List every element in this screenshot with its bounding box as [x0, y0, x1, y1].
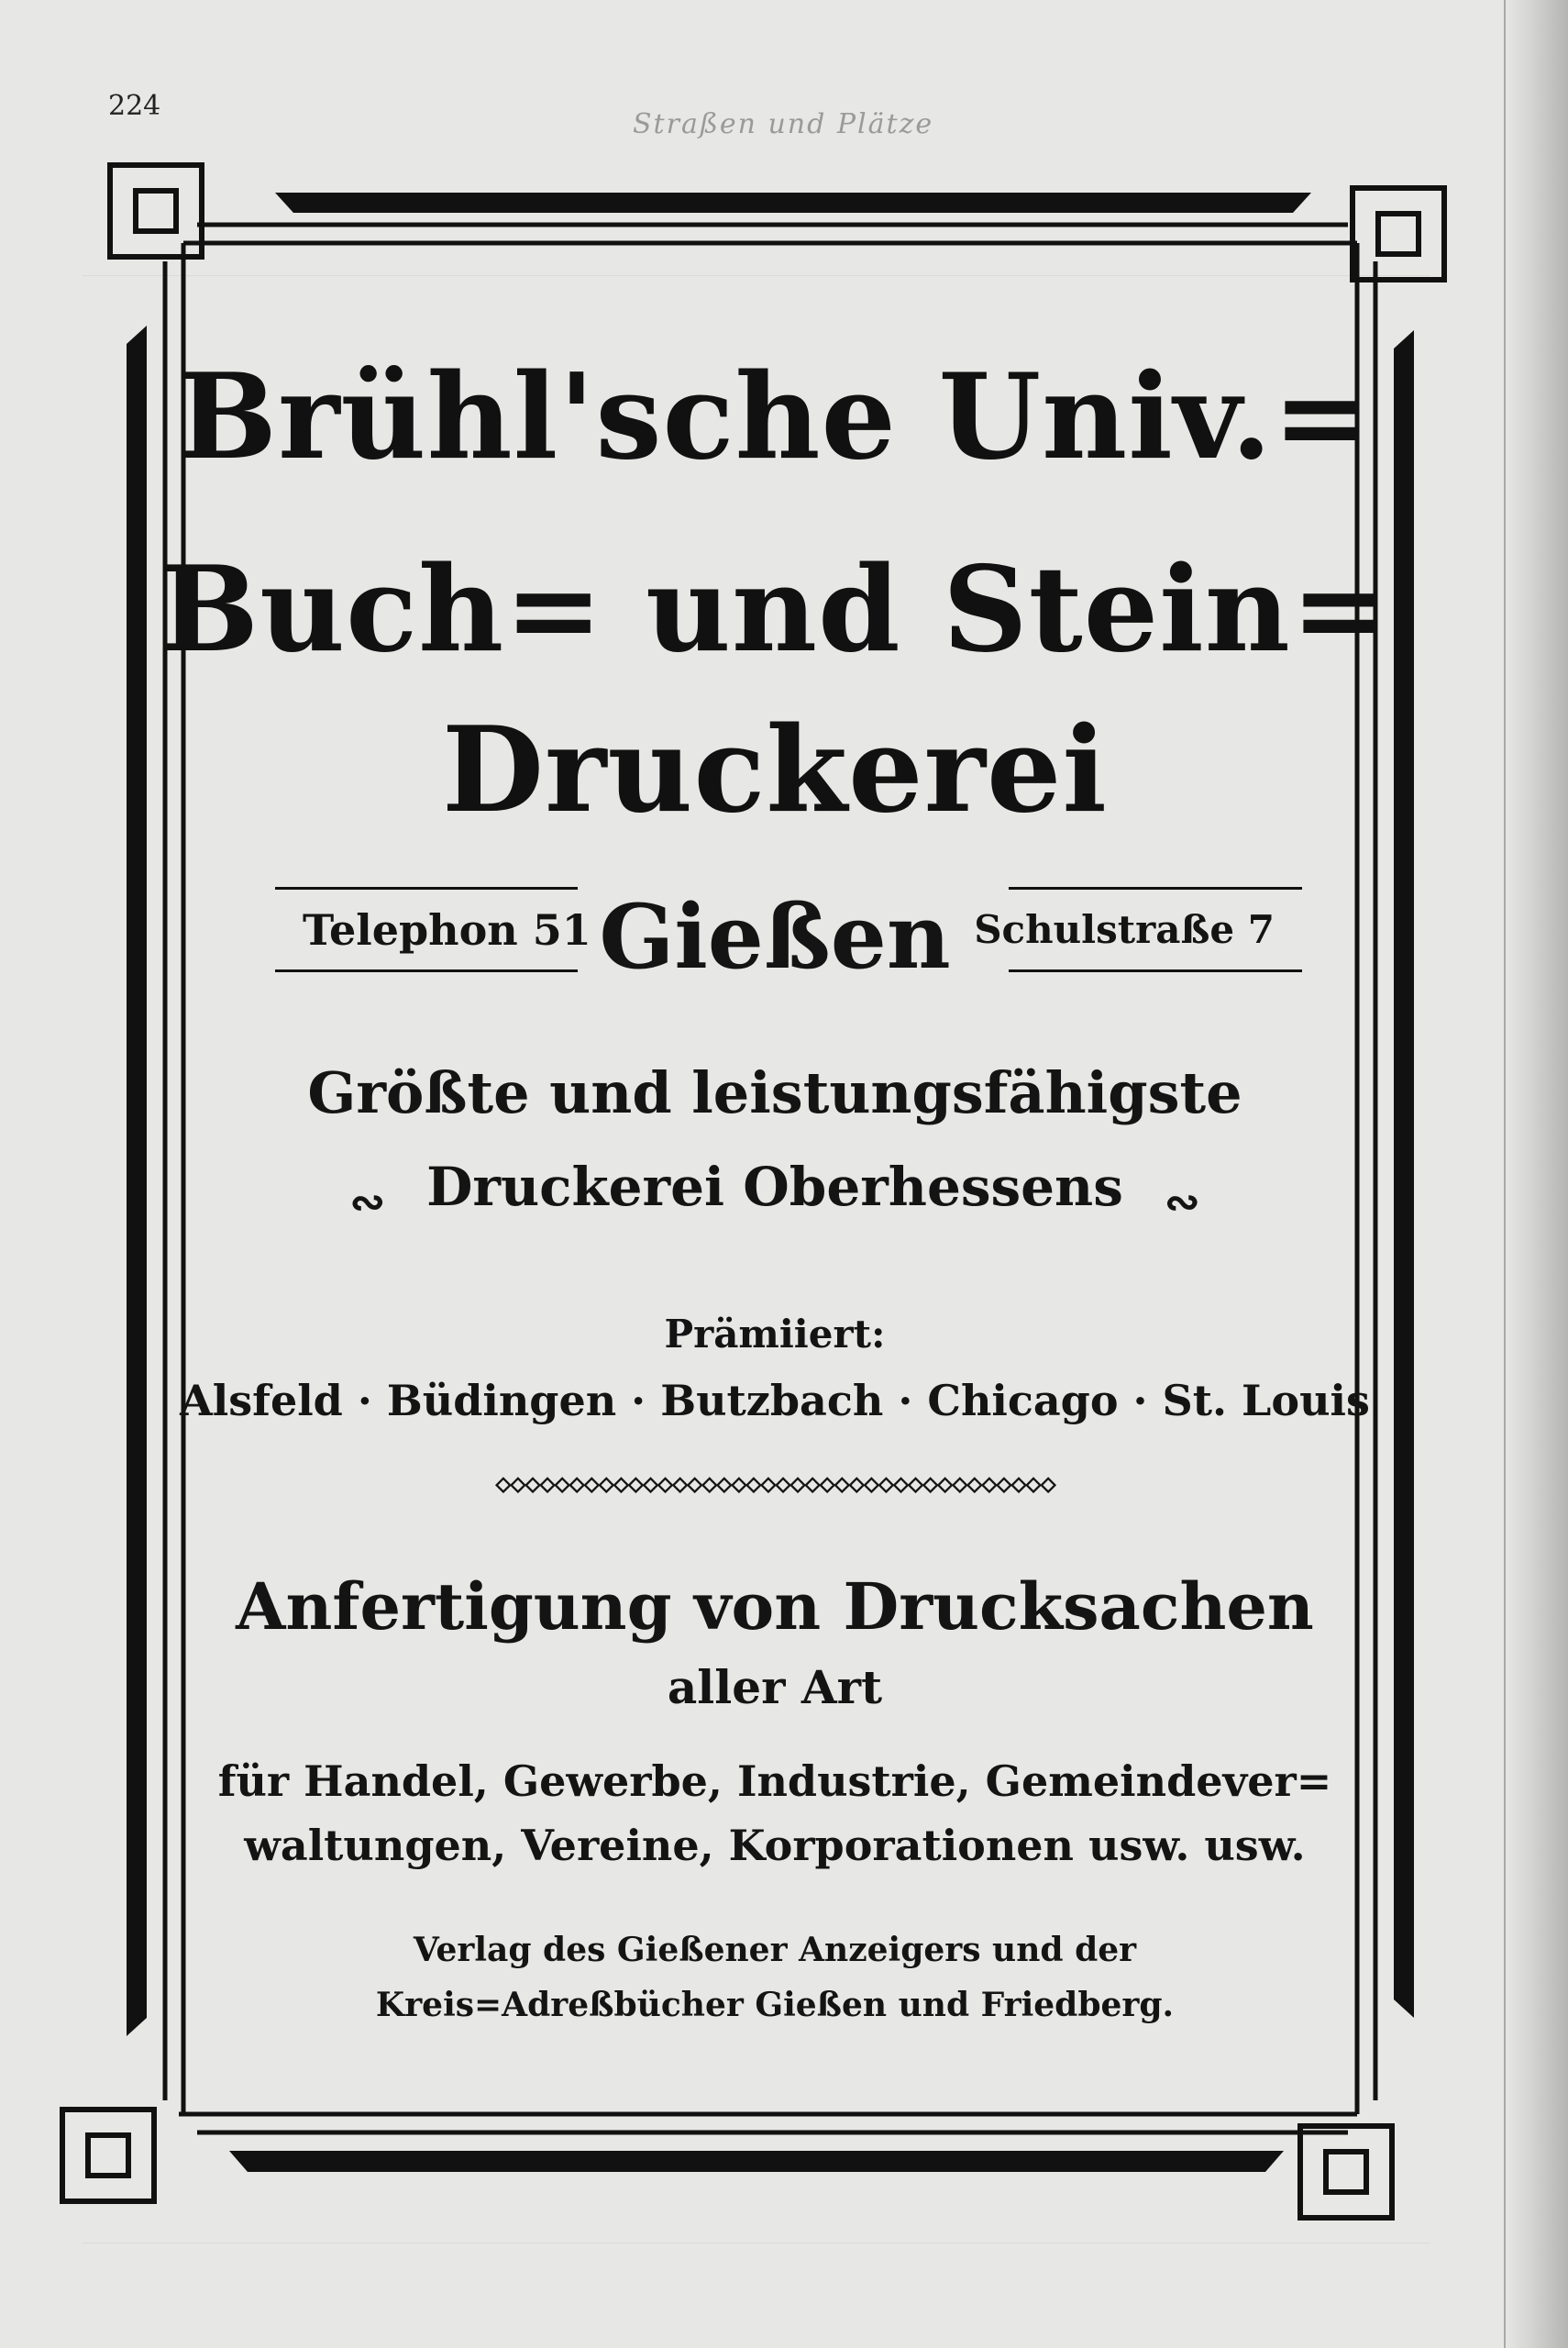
swash-right-icon: ∾ — [1164, 1176, 1200, 1226]
telephone: Telephon 51 — [303, 905, 591, 955]
award-separator: · — [357, 1376, 372, 1425]
award-separator: · — [1132, 1376, 1148, 1425]
page-number: 224 — [108, 90, 161, 122]
ornament-chain: ◇◇◇◇◇◇◇◇◇◇◇◇◇◇◇◇◇◇◇◇◇◇◇◇◇◇◇◇◇◇◇◇◇◇◇◇◇◇ — [494, 1468, 1055, 1500]
contact-row — [138, 885, 1412, 995]
running-head: Straßen und Plätze — [633, 108, 934, 140]
subtitle: Druckerei Oberhessens — [426, 1156, 1123, 1218]
swash-left-icon: ∾ — [349, 1176, 386, 1226]
headline: Anfertigung von Drucksachen — [236, 1568, 1314, 1645]
award-place: Butzbach — [660, 1376, 884, 1425]
street-rule-top — [1009, 887, 1302, 890]
awards-label: Prämiiert: — [664, 1312, 886, 1357]
award-place: Chicago — [927, 1376, 1119, 1425]
award-place: Büdingen — [386, 1376, 617, 1425]
subtitle-row — [138, 1156, 1412, 1226]
award-place: St. Louis — [1162, 1376, 1370, 1425]
corner-ornament-bottom-right — [1300, 2126, 1392, 2218]
body-line-1: für Handel, Gewerbe, Industrie, Gemeindever= — [217, 1756, 1332, 1806]
publisher-line-1: Verlag des Gießener Anzeigers und der — [413, 1931, 1137, 1969]
publisher-line-2: Kreis=Adreßbücher Gießen und Friedberg. — [375, 1986, 1175, 2024]
street-address: Schulstraße 7 — [974, 907, 1275, 952]
award-place: Alsfeld — [180, 1376, 343, 1425]
award-separator: · — [898, 1376, 913, 1425]
advertisement — [138, 183, 1412, 2137]
city-name: Gießen — [599, 885, 951, 989]
award-separator: · — [631, 1376, 646, 1425]
body-line-2: waltungen, Vereine, Korporationen usw. usw. — [244, 1821, 1306, 1870]
ad-title-line-1: Brühl'sche Univ.= — [177, 349, 1373, 486]
bottom-rule — [229, 2151, 1284, 2172]
ad-title-line-3: Druckerei — [441, 702, 1109, 839]
tagline: Größte und leistungsfähigste — [307, 1059, 1242, 1126]
ad-title-line-2: Buch= und Stein= — [159, 541, 1391, 679]
headline-sub: aller Art — [667, 1660, 883, 1714]
street-rule-bottom — [1009, 969, 1302, 972]
awards-list — [138, 1376, 1412, 1425]
